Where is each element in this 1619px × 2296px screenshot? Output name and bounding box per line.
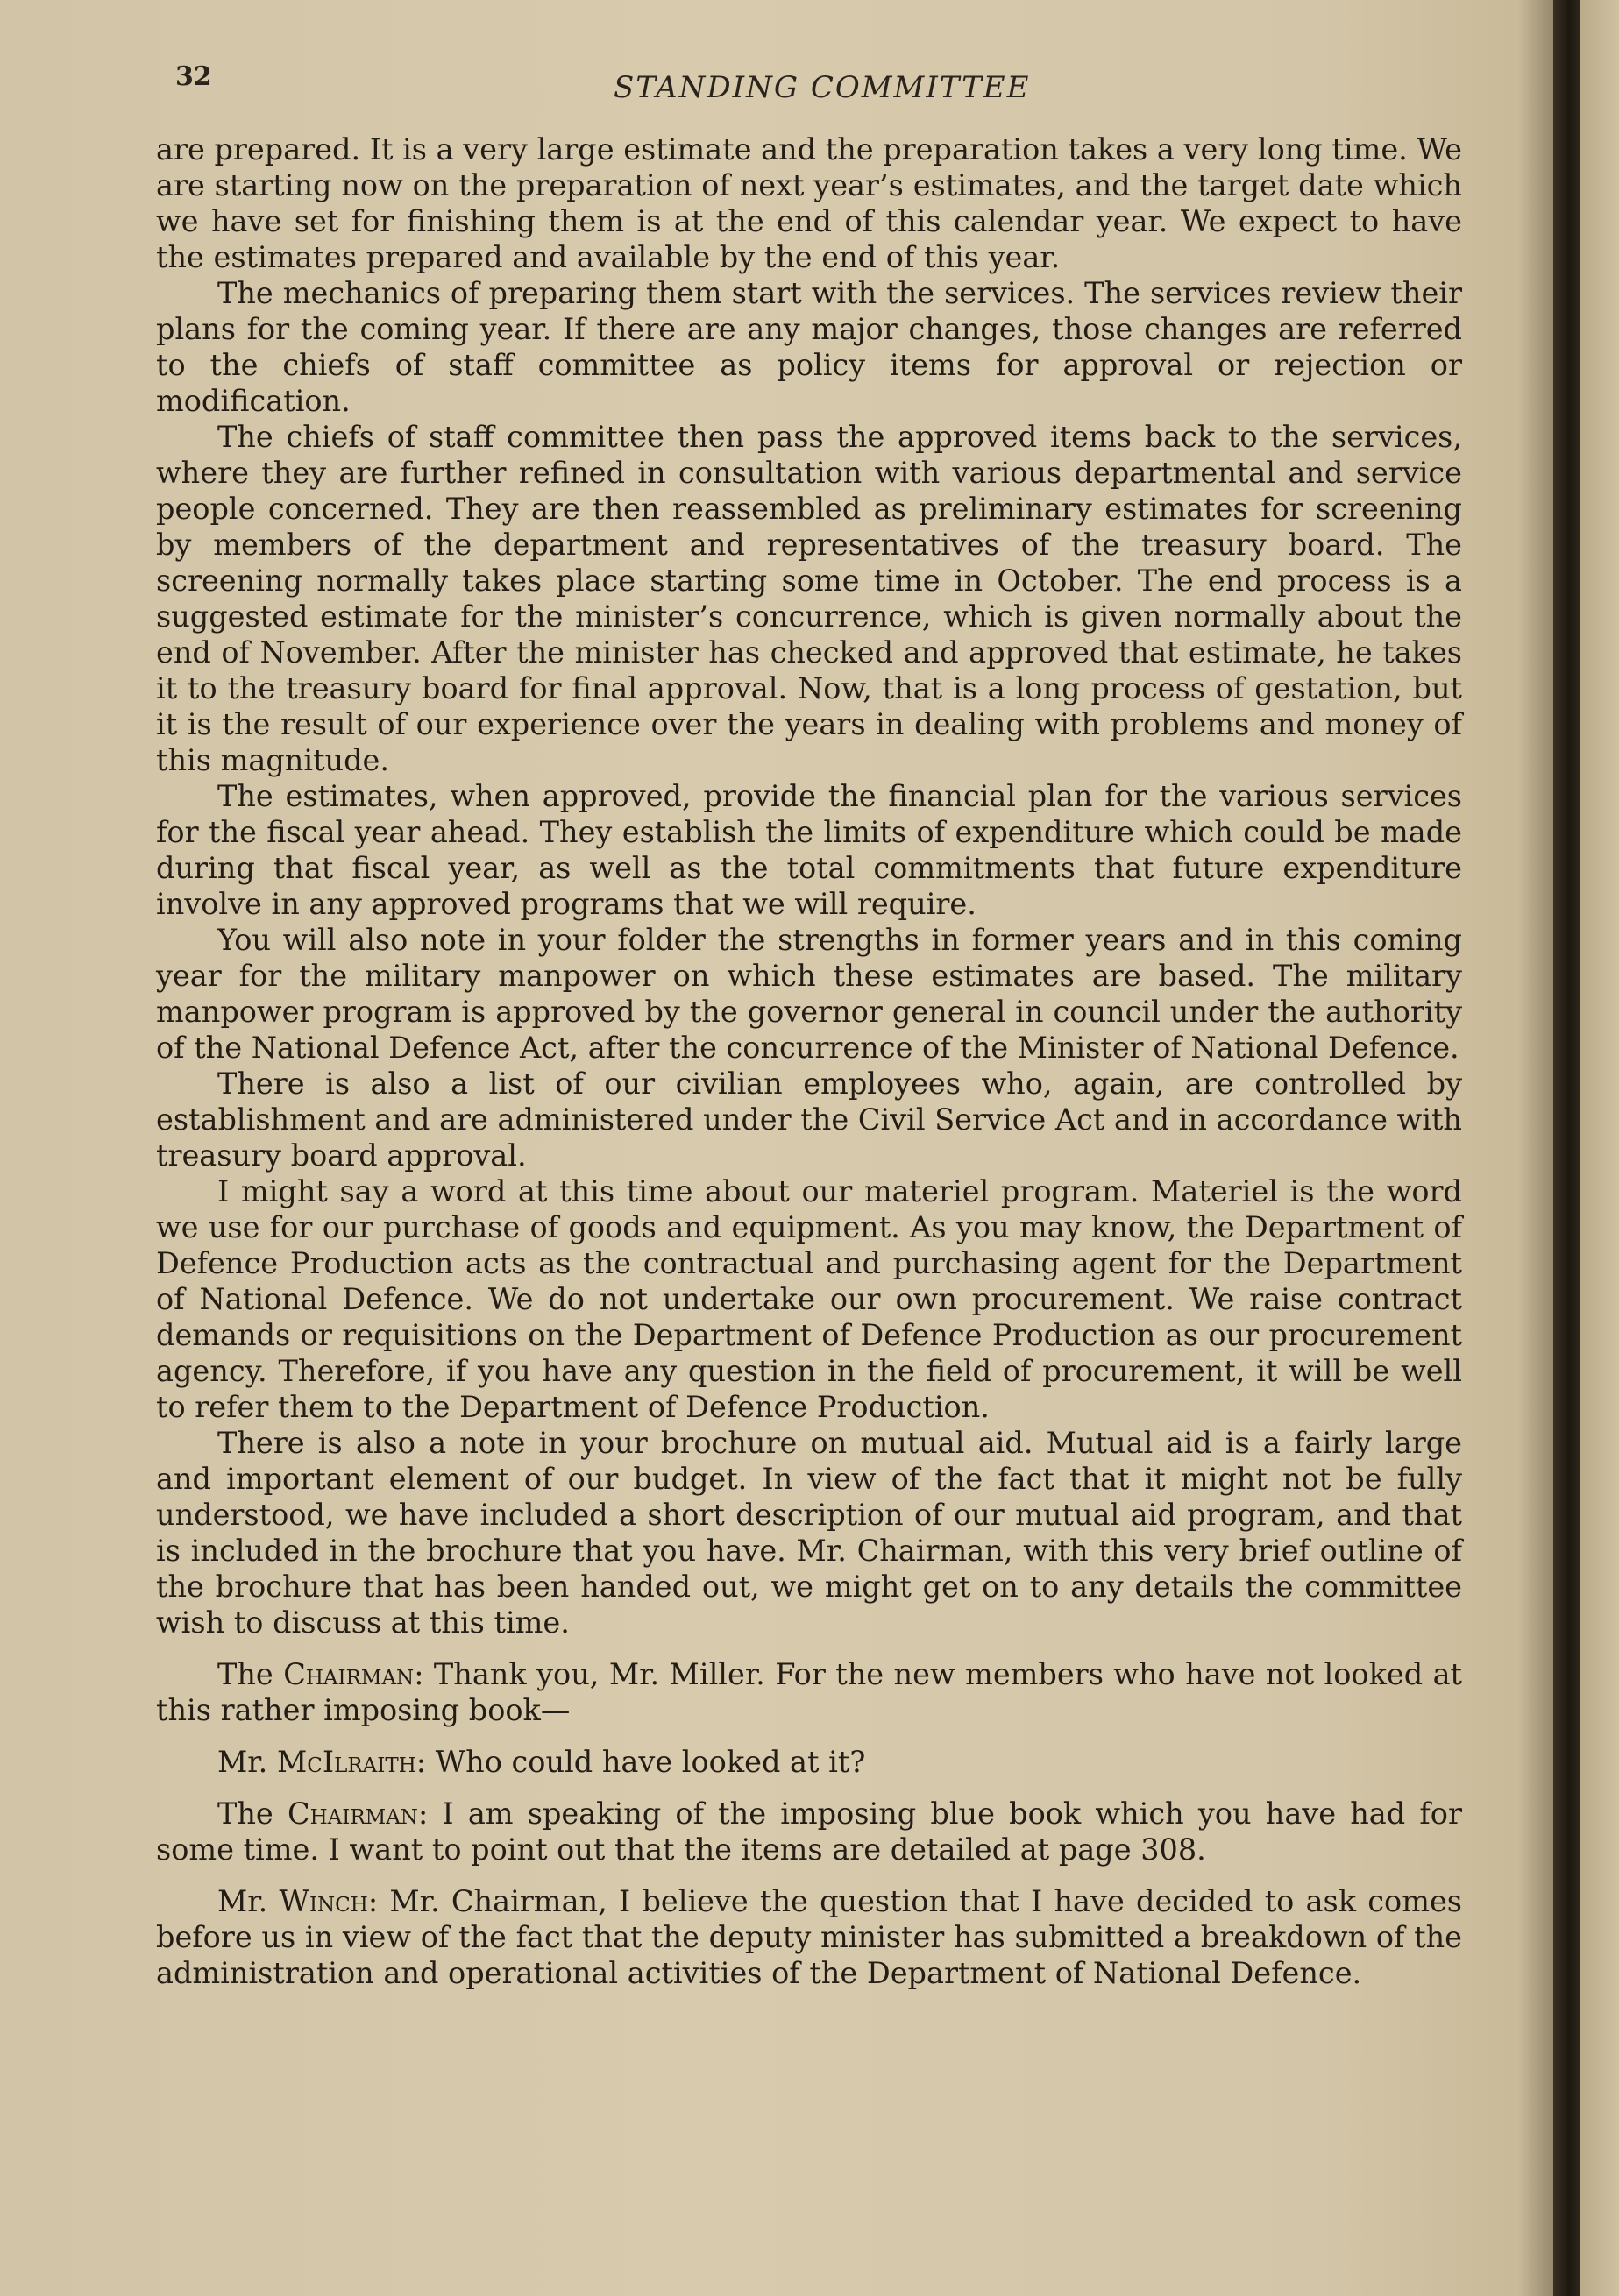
page-number: 32 [175, 61, 212, 92]
body-text [156, 131, 1462, 1991]
paragraph: You will also note in your folder the strengths in former years and in this coming year for the military manpower on which these estimates are based. The military manpower program is approved by the governor general in council under the authority of the National Defence Act, after the concurrence of the Minister of National Defence. [156, 923, 1462, 1065]
paragraph: are prepared. It is a very large estimate and the preparation takes a very long time. We are starting now on the preparation of next year’s estimates, and the target date which we have set for finishing them is at the end of this calendar year. We expect to have the estimates prepared and available by the end of this year. [156, 132, 1462, 274]
paragraph: There is also a note in your brochure on mutual aid. Mutual aid is a fairly large and important element of our budget. In view of the fact that it might not be fully understood, we have included a short description of our mutual aid program, and that is included in the brochure that you have. Mr. Chairman, with this very brief outline of the brochure that has been handed out, we might get on to any details the committee wish to discuss at this time. [156, 1426, 1462, 1640]
running-head: STANDING COMMITTEE [614, 70, 1031, 105]
speech-prefix: Mr. [217, 1884, 280, 1918]
book-gutter [1553, 0, 1580, 2296]
speech-text: : I am speaking of the imposing blue book which you have had for some time. I want to point out that the items are detailed at page 308. [156, 1796, 1462, 1867]
paragraph: The chiefs of staff committee then pass the approved items back to the services, where they are further refined in consultation with various departmental and service people concerned. They are then reassembled as preliminary estimates for screening by members of the department and representatives of the treasury board. The screening normally takes place starting some time in October. The end process is a suggested estimate for the minister’s concurrence, which is given normally about the end of November. After the minister has checked and approved that estimate, he takes it to the treasury board for final approval. Now, that is a long process of gestation, but it is the result of our experience over the years in dealing with problems and money of this magnitude. [156, 420, 1462, 777]
paragraph: The mechanics of preparing them start with the services. The services review their plans for the coming year. If there are any major changes, those changes are referred to the chiefs of staff committee as policy items for approval or rejection or modification. [156, 276, 1462, 418]
speaker-name: Chairman [287, 1796, 418, 1831]
speaker-name: McIlraith [276, 1745, 416, 1779]
speaker-name: Chairman [283, 1657, 415, 1691]
speaker-name: Winch [279, 1884, 368, 1918]
speech-winch [156, 1883, 1462, 1991]
speech-prefix: Mr. [217, 1745, 277, 1779]
paragraph: The estimates, when approved, provide the financial plan for the various services for the fiscal year ahead. They establish the limits of expenditure which could be made during that fiscal year, as well as the total commitments that future expenditure involve in any approved programs that we will require. [156, 779, 1462, 921]
speech-prefix: The [217, 1657, 284, 1691]
speech-mcilraith [156, 1744, 1462, 1780]
speech-prefix: The [217, 1796, 288, 1831]
speech-chairman-1 [156, 1656, 1462, 1728]
speech-chairman-2 [156, 1796, 1462, 1867]
adjacent-page-edge [1580, 0, 1619, 2296]
speech-text: : Thank you, Mr. Miller. For the new members who have not looked at this rather imposing book— [156, 1657, 1462, 1727]
paragraph: There is also a list of our civilian employees who, again, are controlled by establishment and are administered under the Civil Service Act and in accordance with treasury board approval. [156, 1067, 1462, 1173]
speech-text: : Who could have looked at it? [415, 1745, 866, 1779]
speech-text: : Mr. Chairman, I believe the question that I have decided to ask comes before us in view of the fact that the deputy minister has submitted a breakdown of the administration and operational activities of the Department of National Defence. [156, 1884, 1462, 1990]
paragraph: I might say a word at this time about our materiel program. Materiel is the word we use for our purchase of goods and equipment. As you may know, the Department of Defence Production acts as the contractual and purchasing agent for the Department of National Defence. We do not undertake our own procurement. We raise contract demands or requisitions on the Department of Defence Production as our procurement agency. Therefore, if you have any question in the field of procurement, it will be well to refer them to the Department of Defence Production. [156, 1174, 1462, 1424]
